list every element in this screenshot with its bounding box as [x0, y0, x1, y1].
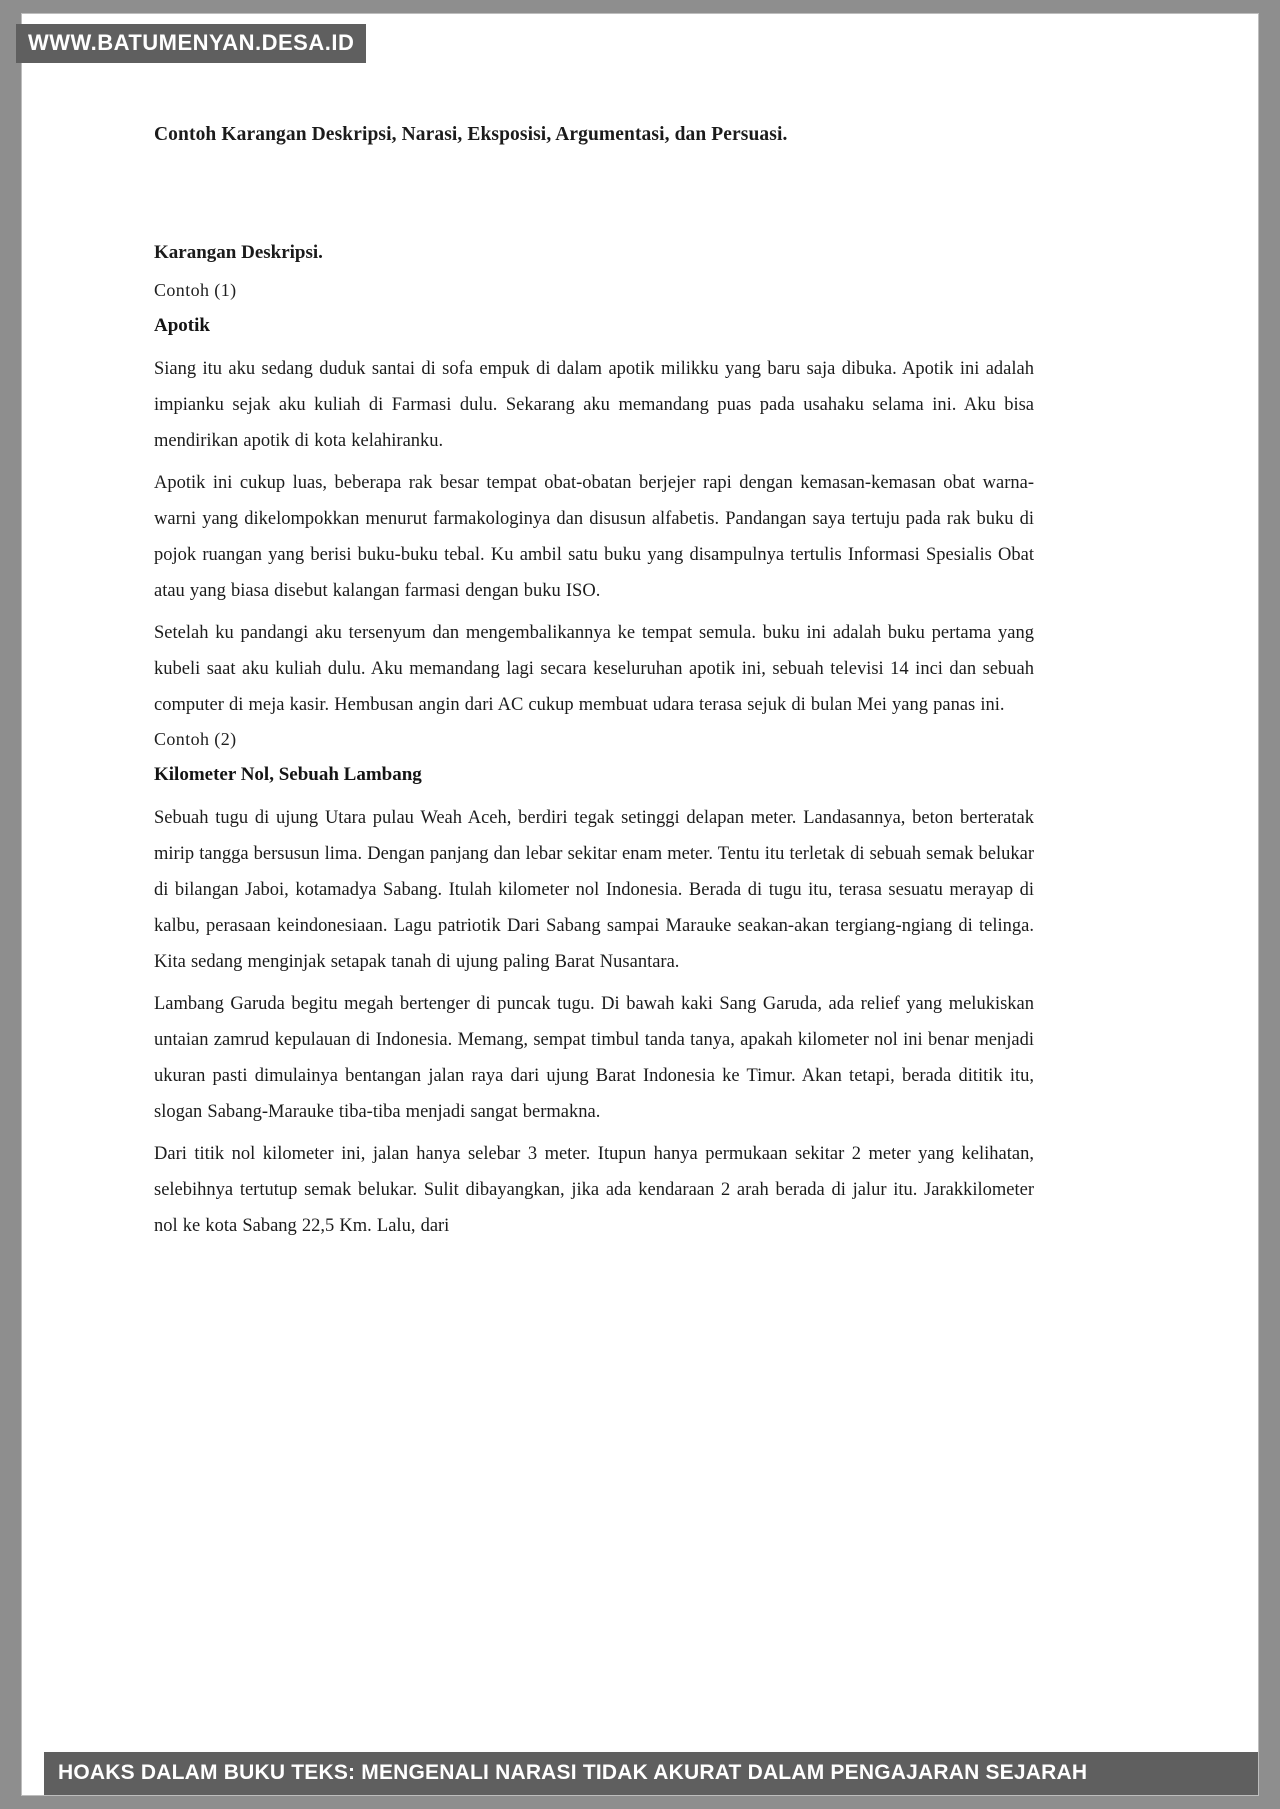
paragraph: Siang itu aku sedang duduk santai di sofa empuk di dalam apotik milikku yang baru saja dibuka. Apotik ini adalah impianku sejak aku kuliah di Farmasi dulu. Sekarang aku memandang puas pada usahaku selama ini. Aku bisa mendirikan apotik di kota kelahiranku. — [154, 359, 1034, 451]
example-1-title: Apotik — [154, 315, 210, 336]
section-heading: Karangan Deskripsi. — [154, 242, 323, 263]
paragraph: Dari titik nol kilometer ini, jalan hanya selebar 3 meter. Itupun hanya permukaan sekitar 2 meter yang kelihatan, selebihnya tertutup semak belukar. Sulit dibayangkan, jika ada kendaraan 2 arah berada di jalur itu. Jarakkilometer nol ke kota Sabang 22,5 Km. Lalu, dari — [154, 1144, 1034, 1236]
document-page — [22, 14, 1258, 1795]
document-content — [154, 124, 1034, 1244]
site-watermark: WWW.BATUMENYAN.DESA.ID — [16, 24, 366, 63]
image-caption: HOAKS DALAM BUKU TEKS: MENGENALI NARASI TIDAK AKURAT DALAM PENGAJARAN SEJARAH — [44, 1752, 1258, 1795]
example-2-label: Contoh (2) — [154, 729, 237, 749]
paragraph: Setelah ku pandangi aku tersenyum dan mengembalikannya ke tempat semula. buku ini adalah buku pertama yang kubeli saat aku kuliah dulu. Aku memandang lagi secara keseluruhan apotik ini, sebuah televisi 14 inci dan sebuah computer di meja kasir. Hembusan angin dari AC cukup membuat udara terasa sejuk di bulan Mei yang panas ini. — [154, 623, 1034, 715]
example-2-title: Kilometer Nol, Sebuah Lambang — [154, 764, 422, 785]
paragraph: Apotik ini cukup luas, beberapa rak besar tempat obat-obatan berjejer rapi dengan kemasan-kemasan obat warna-warni yang dikelompokkan menurut farmakologinya dan disusun alfabetis. Pandangan saya tertuju pada rak buku di pojok ruangan yang berisi buku-buku tebal. Ku ambil satu buku yang disampulnya tertulis Informasi Spesialis Obat atau yang biasa disebut kalangan farmasi dengan buku ISO. — [154, 473, 1034, 601]
example-1-label: Contoh (1) — [154, 280, 237, 300]
paragraph: Lambang Garuda begitu megah bertenger di puncak tugu. Di bawah kaki Sang Garuda, ada relief yang melukiskan untaian zamrud kepulauan di Indonesia. Memang, sempat timbul tanda tanya, apakah kilometer nol ini benar menjadi ukuran pasti dimulainya bentangan jalan raya dari ujung Barat Indonesia ke Timur. Akan tetapi, berada dititik itu, slogan Sabang-Marauke tiba-tiba menjadi sangat bermakna. — [154, 994, 1034, 1122]
document-title: Contoh Karangan Deskripsi, Narasi, Eksposisi, Argumentasi, dan Persuasi. — [154, 124, 788, 145]
paragraph: Sebuah tugu di ujung Utara pulau Weah Aceh, berdiri tegak setinggi delapan meter. Landasannya, beton berteratak mirip tangga bersusun lima. Dengan panjang dan lebar sekitar enam meter. Tentu itu terletak di sebuah semak belukar di bilangan Jaboi, kotamadya Sabang. Itulah kilometer nol Indonesia. Berada di tugu itu, terasa sesuatu merayap di kalbu, perasaan keindonesiaan. Lagu patriotik Dari Sabang sampai Marauke seakan-akan tergiang-ngiang di telinga. Kita sedang menginjak setapak tanah di ujung paling Barat Nusantara. — [154, 808, 1034, 972]
